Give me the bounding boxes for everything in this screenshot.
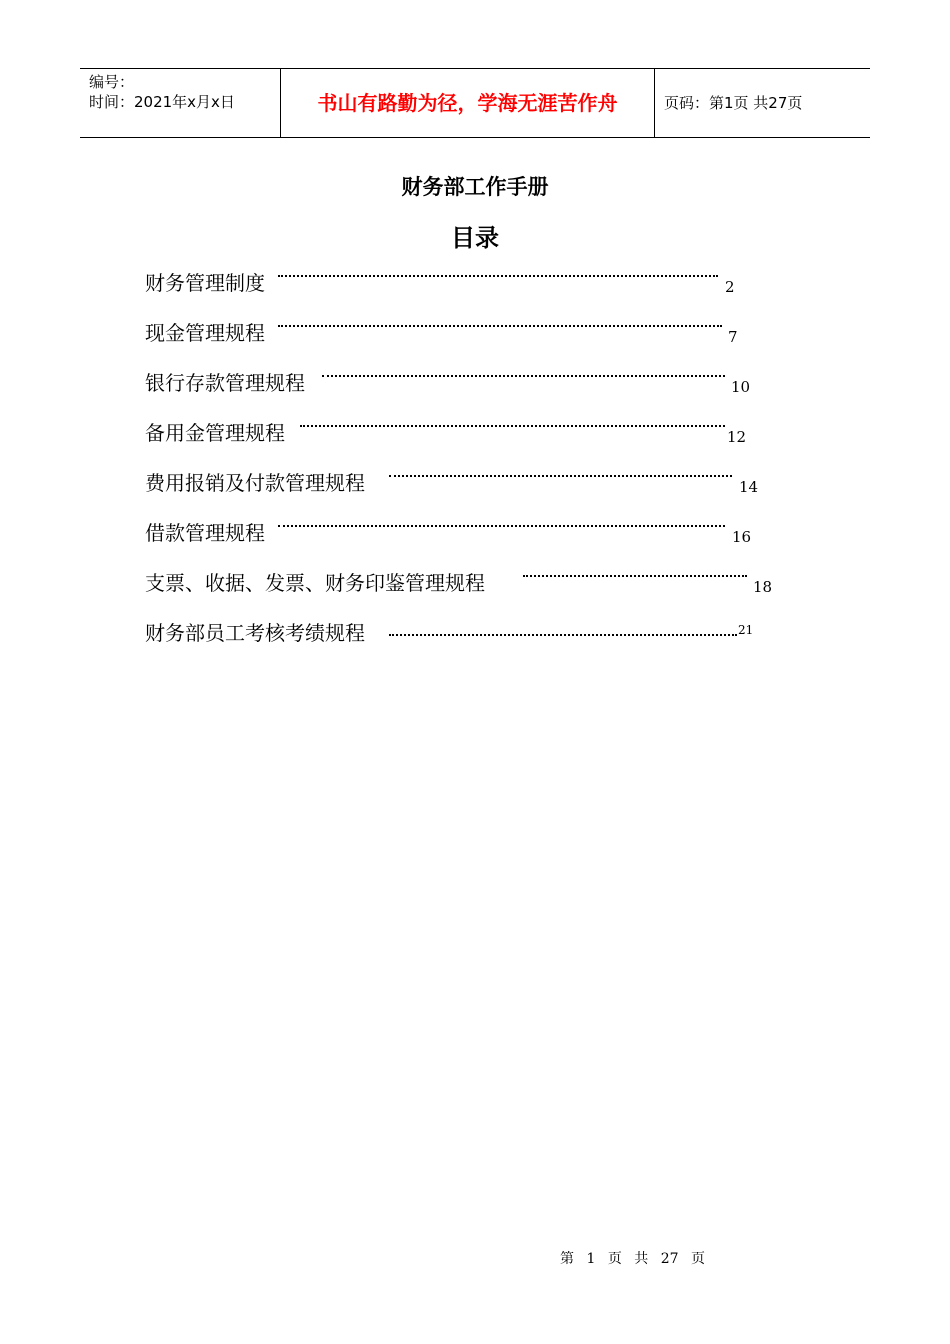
toc-entry-page: 12 — [727, 428, 747, 446]
toc-leader-dots — [389, 634, 737, 636]
toc-entry[interactable] — [145, 420, 785, 470]
toc-leader-dots — [278, 325, 722, 327]
footer-total-prefix: 共 — [634, 1251, 649, 1267]
toc-entry[interactable] — [145, 570, 785, 620]
toc-entry-label: 财务管理制度 — [145, 271, 265, 295]
toc-entry-label: 备用金管理规程 — [145, 421, 285, 445]
toc-entry-label: 银行存款管理规程 — [145, 371, 305, 395]
toc-entry[interactable] — [145, 620, 785, 670]
footer-suffix: 页 — [691, 1251, 706, 1267]
toc-entry-page: 7 — [728, 328, 738, 346]
toc-entry-page: 10 — [731, 378, 751, 396]
toc-entry-label: 现金管理规程 — [145, 321, 265, 345]
toc-entry[interactable] — [145, 470, 785, 520]
toc-leader-dots — [278, 275, 718, 277]
toc-entry-label: 费用报销及付款管理规程 — [145, 471, 365, 495]
toc-entry-label: 支票、收据、发票、财务印鉴管理规程 — [145, 571, 485, 595]
toc-entry[interactable] — [145, 270, 785, 320]
toc-entry[interactable] — [145, 320, 785, 370]
toc-entry-label: 借款管理规程 — [145, 521, 265, 545]
footer-current-page: 1 — [586, 1251, 596, 1267]
toc-title: 目录 — [451, 224, 499, 252]
toc-leader-dots — [300, 425, 725, 427]
header-motto: 书山有路勤为径，学海无涯苦作舟 — [281, 69, 655, 137]
footer-total-pages: 27 — [660, 1251, 679, 1267]
toc-entry-page: 21 — [738, 623, 754, 637]
document-date: 时间：2021年x月x日 — [89, 93, 235, 111]
toc-entry[interactable] — [145, 520, 785, 570]
header-page-info: 页码：第1页 共27页 — [664, 94, 803, 112]
toc-entry-label: 财务部员工考核考绩规程 — [145, 621, 365, 645]
table-of-contents — [145, 270, 785, 670]
footer-prefix: 第 — [560, 1251, 574, 1267]
toc-leader-dots — [322, 375, 725, 377]
toc-leader-dots — [389, 475, 732, 477]
toc-leader-dots — [278, 525, 725, 527]
footer-page-word: 页 — [607, 1251, 622, 1267]
document-title: 财务部工作手册 — [401, 175, 549, 199]
page-header — [80, 68, 870, 138]
toc-entry[interactable] — [145, 370, 785, 420]
toc-entry-page: 14 — [739, 478, 759, 496]
header-meta — [80, 69, 281, 137]
toc-entry-page: 2 — [725, 278, 735, 296]
toc-leader-dots — [523, 575, 747, 577]
document-number-label: 编号： — [89, 73, 135, 91]
page-footer — [560, 1248, 713, 1268]
toc-entry-page: 18 — [753, 578, 773, 596]
toc-entry-page: 16 — [732, 528, 752, 546]
